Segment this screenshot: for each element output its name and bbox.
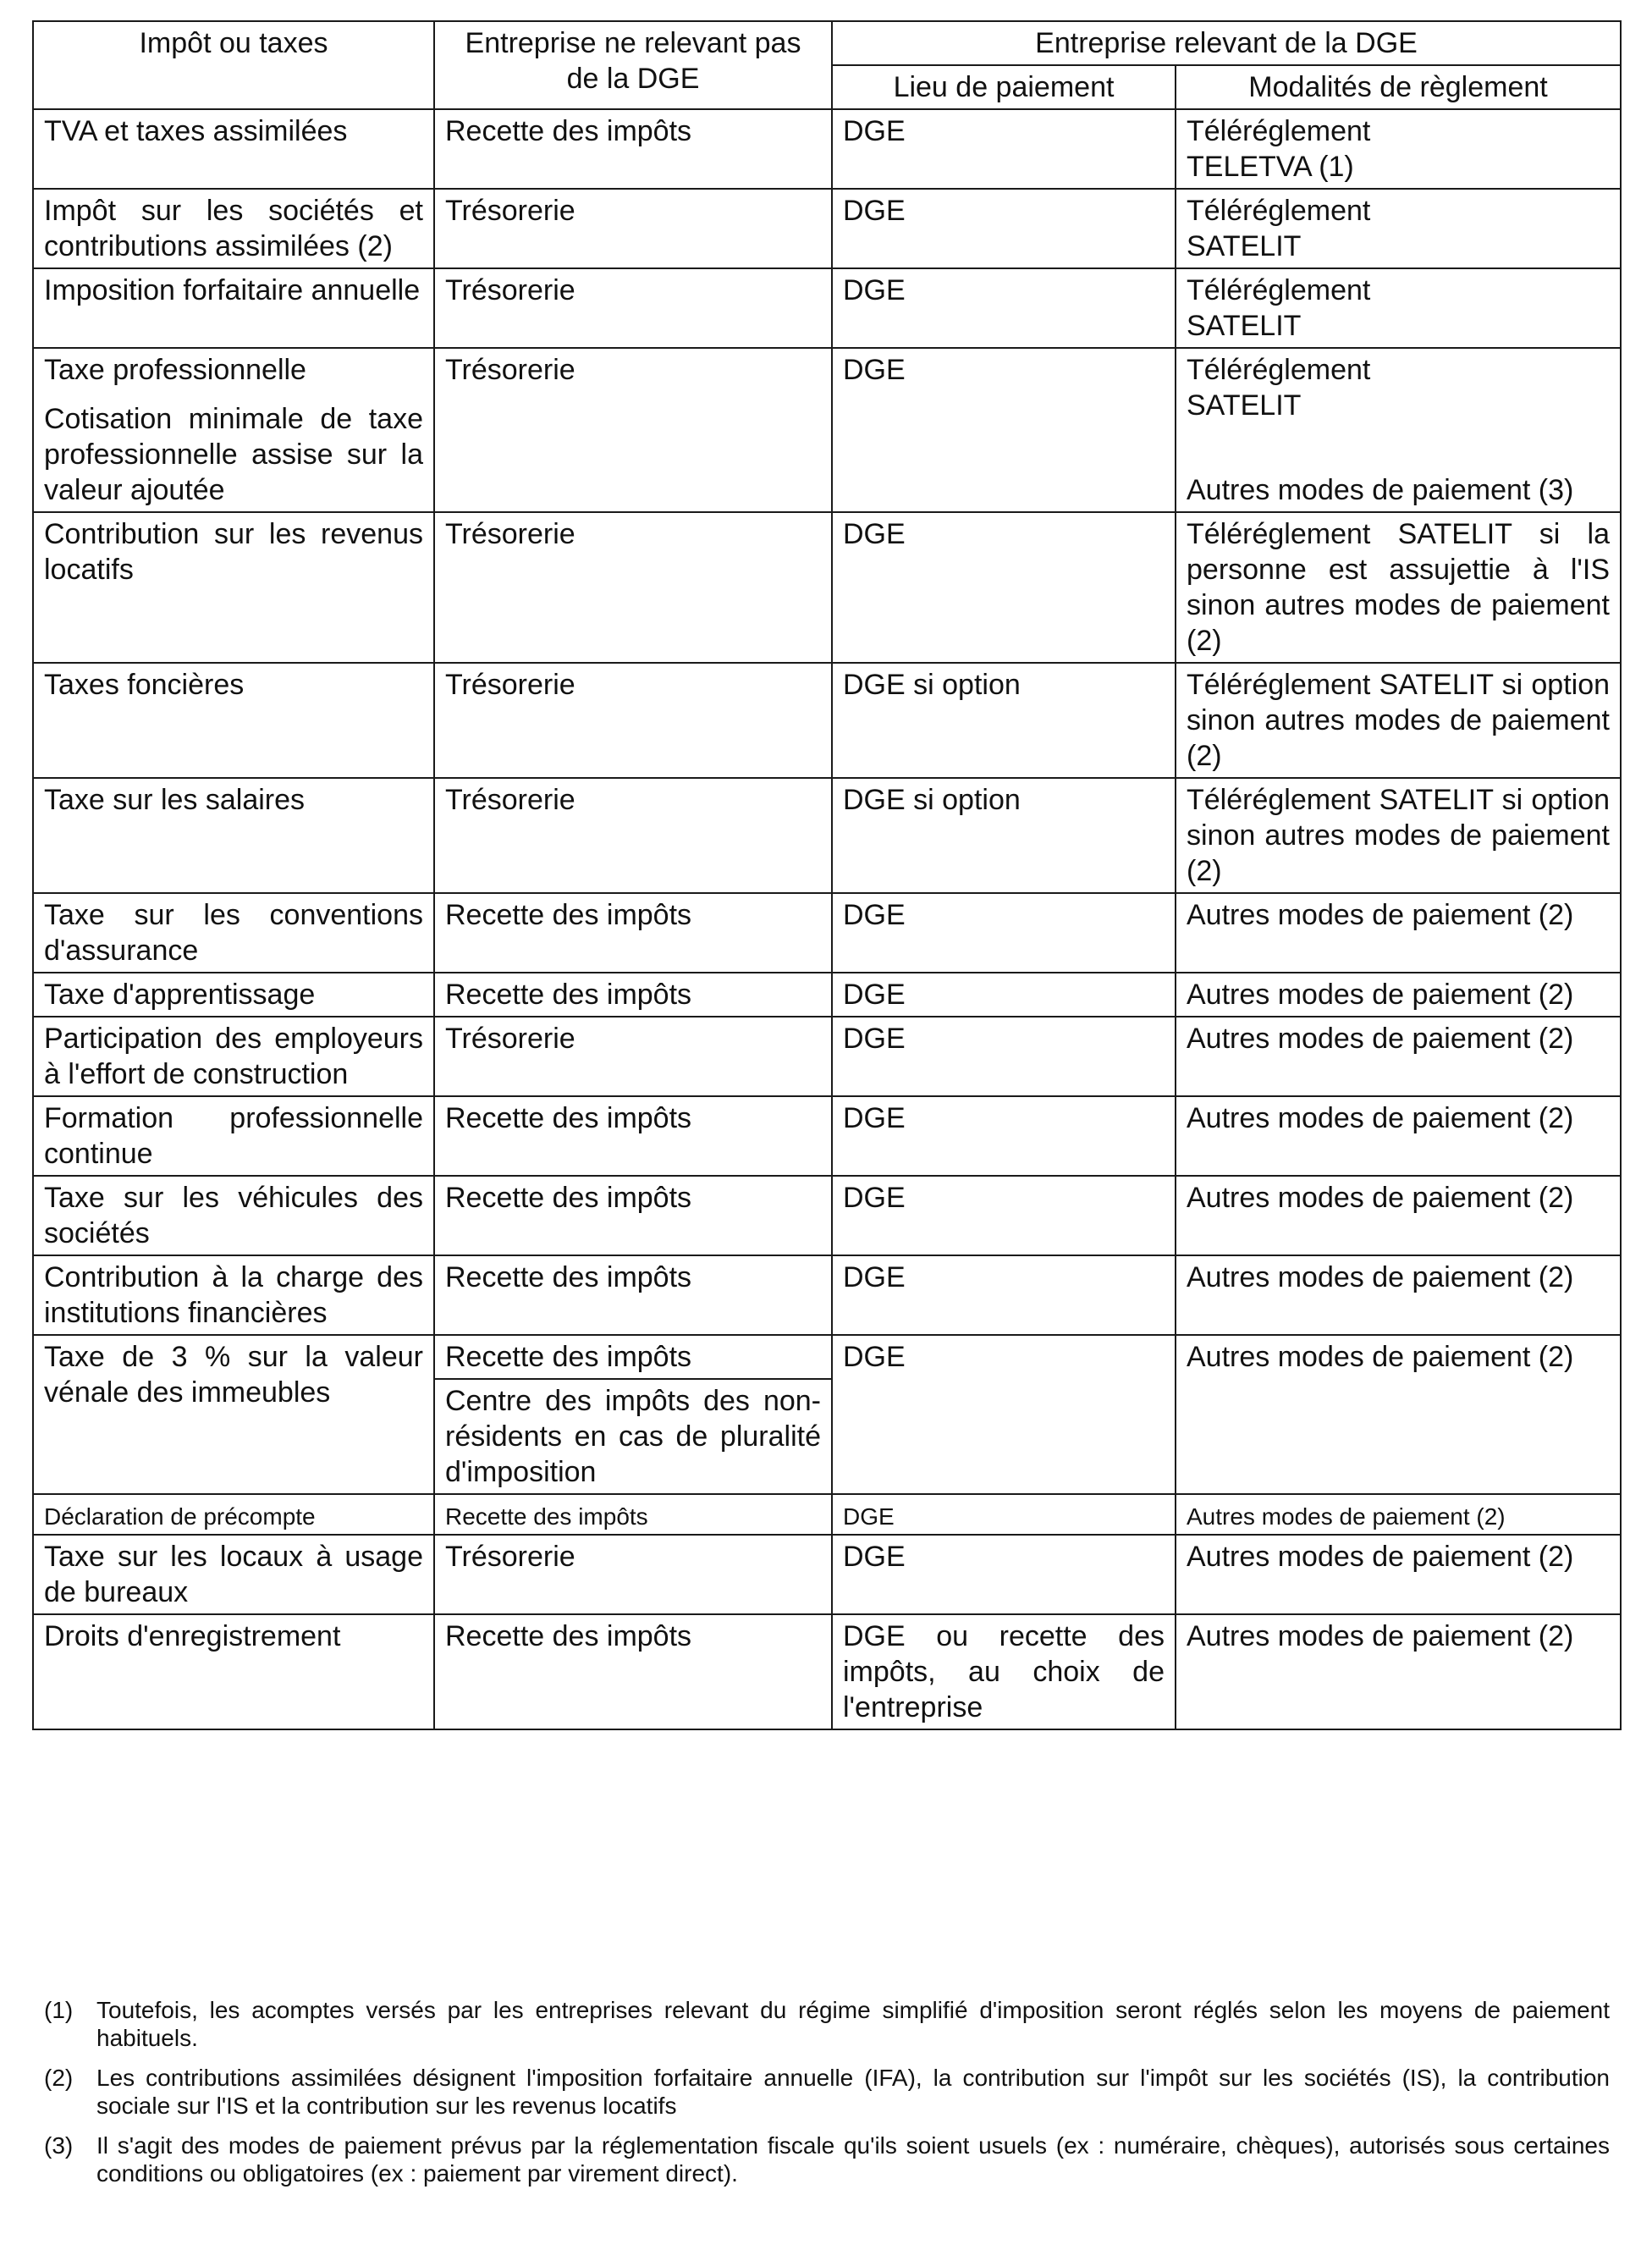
cell-non-dge: Recette des impôts xyxy=(434,1096,832,1176)
cell-non-dge: Recette des impôts xyxy=(434,1255,832,1335)
footnote-text: Toutefois, les acomptes versés par les entreprises relevant du régime simplifié d'imposition seront réglés selon les moyens de paiement habituels. xyxy=(96,1997,1610,2051)
footnote xyxy=(44,2064,1610,2120)
cell-lieu: DGE xyxy=(832,348,1176,512)
modalites-line: SATELIT xyxy=(1187,389,1302,422)
cell-modalites: Autres modes de paiement (2) xyxy=(1176,1614,1621,1729)
cell-tax: Déclaration de précompte xyxy=(33,1494,434,1535)
header-row xyxy=(33,21,1621,65)
footnote xyxy=(44,1996,1610,2052)
cell-non-dge: Trésorerie xyxy=(434,778,832,893)
cell-lieu: DGE xyxy=(832,1176,1176,1255)
footnote xyxy=(44,2131,1610,2187)
table-row xyxy=(33,189,1621,268)
cell-tax: Taxe de 3 % sur la valeur vénale des immeubles xyxy=(33,1335,434,1494)
table-row xyxy=(33,1017,1621,1096)
cell-modalites xyxy=(1176,268,1621,348)
cell-non-dge xyxy=(434,1335,832,1494)
table-row xyxy=(33,1494,1621,1535)
table-row xyxy=(33,109,1621,189)
cell-modalites: Autres modes de paiement (2) xyxy=(1176,893,1621,973)
table-row xyxy=(33,1176,1621,1255)
table-row xyxy=(33,973,1621,1017)
cell-tax: Taxe sur les véhicules des sociétés xyxy=(33,1176,434,1255)
table-row xyxy=(33,268,1621,348)
cell-modalites xyxy=(1176,189,1621,268)
cell-tax: Contribution à la charge des institutions financières xyxy=(33,1255,434,1335)
tax-line: Taxe professionnelle xyxy=(44,354,306,386)
cell-lieu: DGE xyxy=(832,1255,1176,1335)
cell-modalites: Autres modes de paiement (2) xyxy=(1176,1176,1621,1255)
cell-lieu: DGE xyxy=(832,1096,1176,1176)
cell-non-dge: Trésorerie xyxy=(434,1017,832,1096)
modalites-line: TELETVA (1) xyxy=(1187,151,1354,183)
cell-lieu: DGE si option xyxy=(832,663,1176,778)
cell-modalites: Autres modes de paiement (2) xyxy=(1176,1494,1621,1535)
cell-lieu: DGE ou recette des impôts, au choix de l'entreprise xyxy=(832,1614,1176,1729)
cell-lieu: DGE xyxy=(832,512,1176,663)
cell-tax: Contribution sur les revenus locatifs xyxy=(33,512,434,663)
footnotes xyxy=(44,1996,1610,2199)
cell-modalites: Autres modes de paiement (2) xyxy=(1176,1096,1621,1176)
cell-non-dge: Trésorerie xyxy=(434,663,832,778)
cell-modalites: Autres modes de paiement (2) xyxy=(1176,1335,1621,1494)
cell-tax: TVA et taxes assimilées xyxy=(33,109,434,189)
non-dge-primary: Recette des impôts xyxy=(435,1336,831,1380)
header-tax: Impôt ou taxes xyxy=(33,21,434,109)
cell-tax: Taxe sur les locaux à usage de bureaux xyxy=(33,1535,434,1614)
cell-non-dge: Trésorerie xyxy=(434,268,832,348)
footnote-number: (2) xyxy=(44,2065,74,2091)
table-row xyxy=(33,1335,1621,1494)
cell-tax: Taxes foncières xyxy=(33,663,434,778)
cell-non-dge: Recette des impôts xyxy=(434,1176,832,1255)
cell-lieu: DGE xyxy=(832,893,1176,973)
cell-lieu: DGE xyxy=(832,1535,1176,1614)
cell-lieu: DGE xyxy=(832,1335,1176,1494)
modalites-line: Téléréglement xyxy=(1187,354,1371,386)
cell-lieu: DGE xyxy=(832,1494,1176,1535)
cell-lieu: DGE xyxy=(832,1017,1176,1096)
table-row xyxy=(33,1535,1621,1614)
footnote-number: (1) xyxy=(44,1997,74,2023)
cell-modalites: Autres modes de paiement (2) xyxy=(1176,973,1621,1017)
table-row xyxy=(33,1096,1621,1176)
modalites-line: Téléréglement xyxy=(1187,274,1371,306)
table-row xyxy=(33,778,1621,893)
cell-lieu: DGE xyxy=(832,109,1176,189)
cell-modalites: Autres modes de paiement (2) xyxy=(1176,1255,1621,1335)
header-modalites: Modalités de règlement xyxy=(1176,65,1621,109)
cell-tax: Impôt sur les sociétés et contributions assimilées (2) xyxy=(33,189,434,268)
cell-tax: Taxe sur les salaires xyxy=(33,778,434,893)
cell-modalites xyxy=(1176,109,1621,189)
cell-modalites: Téléréglement SATELIT si option sinon autres modes de paiement (2) xyxy=(1176,663,1621,778)
spacer xyxy=(1187,423,1610,472)
cell-modalites: Autres modes de paiement (2) xyxy=(1176,1017,1621,1096)
table-row xyxy=(33,1614,1621,1729)
table-row xyxy=(33,348,1621,512)
cell-modalites: Autres modes de paiement (2) xyxy=(1176,1535,1621,1614)
header-dge-group: Entreprise relevant de la DGE xyxy=(832,21,1621,65)
cell-non-dge: Recette des impôts xyxy=(434,973,832,1017)
modalites-line: Téléréglement xyxy=(1187,115,1371,147)
cell-tax xyxy=(33,348,434,512)
cell-non-dge: Recette des impôts xyxy=(434,109,832,189)
non-dge-secondary: Centre des impôts des non-résidents en cas de pluralité d'imposition xyxy=(445,1385,821,1488)
cell-lieu: DGE xyxy=(832,973,1176,1017)
cell-tax: Formation professionnelle continue xyxy=(33,1096,434,1176)
cell-non-dge: Recette des impôts xyxy=(434,1494,832,1535)
cell-lieu: DGE si option xyxy=(832,778,1176,893)
modalites-line: Autres modes de paiement (3) xyxy=(1187,474,1574,506)
cell-modalites: Téléréglement SATELIT si la personne est assujettie à l'IS sinon autres modes de paiement (2) xyxy=(1176,512,1621,663)
modalites-line: SATELIT xyxy=(1187,230,1302,262)
cell-lieu: DGE xyxy=(832,189,1176,268)
modalites-line: Téléréglement xyxy=(1187,195,1371,227)
cell-tax: Taxe sur les conventions d'assurance xyxy=(33,893,434,973)
table-row xyxy=(33,1255,1621,1335)
cell-lieu: DGE xyxy=(832,268,1176,348)
cell-non-dge: Trésorerie xyxy=(434,348,832,512)
header-non-dge: Entreprise ne relevant pas de la DGE xyxy=(434,21,832,109)
tax-line: Cotisation minimale de taxe professionnelle assise sur la valeur ajoutée xyxy=(44,403,423,506)
table-row xyxy=(33,512,1621,663)
cell-non-dge: Trésorerie xyxy=(434,189,832,268)
cell-tax: Droits d'enregistrement xyxy=(33,1614,434,1729)
cell-tax: Imposition forfaitaire annuelle xyxy=(33,268,434,348)
footnote-number: (3) xyxy=(44,2132,74,2159)
non-dge-split xyxy=(435,1336,831,1493)
cell-tax: Participation des employeurs à l'effort de construction xyxy=(33,1017,434,1096)
modalites-line: SATELIT xyxy=(1187,310,1302,342)
footnote-text: Les contributions assimilées désignent l'imposition forfaitaire annuelle (IFA), la contribution sur l'impôt sur les sociétés (IS), la contribution sociale sur l'IS et la contribution sur les revenus locatifs xyxy=(96,2065,1610,2119)
cell-modalites: Téléréglement SATELIT si option sinon autres modes de paiement (2) xyxy=(1176,778,1621,893)
cell-non-dge: Recette des impôts xyxy=(434,1614,832,1729)
table-row xyxy=(33,663,1621,778)
cell-modalites xyxy=(1176,348,1621,512)
table-row xyxy=(33,893,1621,973)
cell-tax: Taxe d'apprentissage xyxy=(33,973,434,1017)
header-lieu: Lieu de paiement xyxy=(832,65,1176,109)
tax-payment-table xyxy=(32,20,1622,1730)
footnote-text: Il s'agit des modes de paiement prévus par la réglementation fiscale qu'ils soient usuels (ex : numéraire, chèques), autorisés sous certaines conditions ou obligatoires (ex : paiement par virement direct). xyxy=(96,2132,1610,2187)
cell-non-dge: Recette des impôts xyxy=(434,893,832,973)
cell-non-dge: Trésorerie xyxy=(434,1535,832,1614)
cell-non-dge: Trésorerie xyxy=(434,512,832,663)
